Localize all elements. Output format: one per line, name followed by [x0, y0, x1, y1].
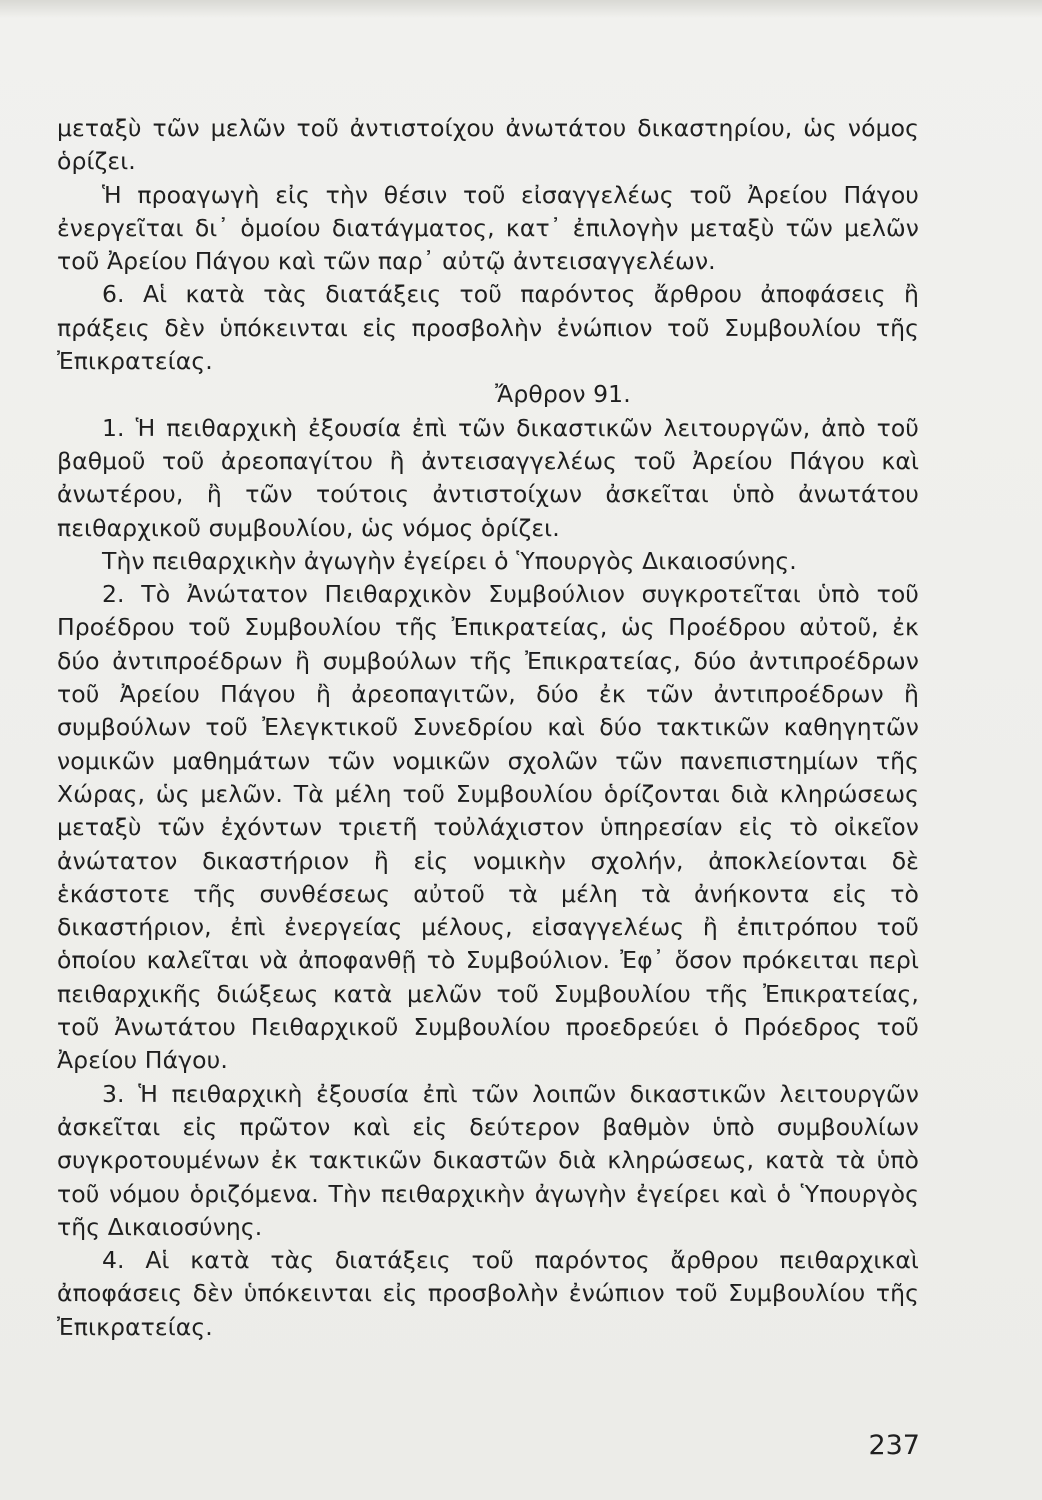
article-heading: Ἄρθρον 91.: [495, 380, 631, 409]
paragraph-6: 6. Αἱ κατὰ τὰς διατάξεις τοῦ παρόντος ἄρθρου ἀποφάσεις ἢ πράξεις δὲν ὑπόκεινται εἰς προσβολὴν ἐνώπιον τοῦ Συμβουλίου τῆς Ἐπικρατείας.: [57, 280, 919, 376]
body-text: [57, 112, 919, 1344]
paragraph-2: 2. Τὸ Ἀνώτατον Πειθαρχικὸν Συμβούλιον συγκροτεῖται ὑπὸ τοῦ Προέδρου τοῦ Συμβουλίου τῆς Ἐπικρατείας, ὡς Προέδρου αὐτοῦ, ἐκ δύο ἀντιπροέδρων ἢ συμβούλων τῆς Ἐπικρατείας, δύο ἀντιπροέδρων τοῦ Ἀρείου Πάγου ἢ ἀρεοπαγιτῶν, δύο ἐκ τῶν ἀντιπροέδρων ἢ συμβούλων τοῦ Ἐλεγκτικοῦ Συνεδρίου καὶ δύο τακτικῶν καθηγητῶν νομικῶν μαθημάτων τῶν νομικῶν σχολῶν τῶν πανεπιστημίων τῆς Χώρας, ὡς μελῶν. Τὰ μέλη τοῦ Συμβουλίου ὁρίζονται διὰ κληρώσεως μεταξὺ τῶν ἐχόντων τριετῆ τοὐλάχιστον ὑπηρεσίαν εἰς τὸ οἰκεῖον ἀνώτατον δικαστήριον ἢ εἰς νομικὴν σχολήν, ἀποκλείονται δὲ ἑκάστοτε τῆς συνθέσεως αὐτοῦ τὰ μέλη τὰ ἀνήκοντα εἰς τὸ δικαστήριον, ἐπὶ ἐνεργείας μέλους, εἰσαγγελέως ἢ ἐπιτρόπου τοῦ ὁποίου καλεῖται νὰ ἀποφανθῇ τὸ Συμβούλιον. Ἐφ᾽ ὅσον πρόκειται περὶ πειθαρχικῆς διώξεως κατὰ μελῶν τοῦ Συμβουλίου τῆς Ἐπικρατείας, τοῦ Ἀνωτάτου Πειθαρχικοῦ Συμβουλίου προεδρεύει ὁ Πρόεδρος τοῦ Ἀρείου Πάγου.: [57, 580, 919, 1075]
paragraph-disciplinary-action: Τὴν πειθαρχικὴν ἀγωγὴν ἐγείρει ὁ Ὑπουργὸς Δικαιοσύνης.: [102, 546, 797, 575]
page-edge-shadow: [0, 0, 1042, 18]
paragraph-promotion: Ἡ προαγωγὴ εἰς τὴν θέσιν τοῦ εἰσαγγελέως τοῦ Ἀρείου Πάγου ἐνεργεῖται δι᾽ ὁμοίου διατάγματος, κατ᾽ ἐπιλογὴν μεταξὺ τῶν μελῶν τοῦ Ἀρείου Πάγου καὶ τῶν παρ᾽ αὐτῷ ἀντεισαγγελέων.: [57, 180, 919, 276]
paragraph-3: 3. Ἡ πειθαρχικὴ ἐξουσία ἐπὶ τῶν λοιπῶν δικαστικῶν λειτουργῶν ἀσκεῖται εἰς πρῶτον καὶ εἰς δεύτερον βαθμὸν ὑπὸ συμβουλίων συγκροτουμένων ἐκ τακτικῶν δικαστῶν διὰ κληρώσεως, κατὰ τὰ ὑπὸ τοῦ νόμου ὁριζόμενα. Τὴν πειθαρχικὴν ἀγωγὴν ἐγείρει καὶ ὁ Ὑπουργὸς τῆς Δικαιοσύνης.: [57, 1079, 919, 1241]
paragraph-1: 1. Ἡ πειθαρχικὴ ἐξουσία ἐπὶ τῶν δικαστικῶν λειτουργῶν, ἀπὸ τοῦ βαθμοῦ τοῦ ἀρεοπαγίτου ἢ ἀντεισαγγελέως τοῦ Ἀρείου Πάγου καὶ ἀνωτέρου, ἢ τῶν τούτοις ἀντιστοίχων ἀσκεῖται ὑπὸ ἀνωτάτου πειθαρχικοῦ συμβουλίου, ὡς νόμος ὁρίζει.: [57, 413, 919, 542]
page-number: 237: [868, 1430, 920, 1461]
paragraph-4: 4. Αἱ κατὰ τὰς διατάξεις τοῦ παρόντος ἄρθρου πειθαρχικαὶ ἀποφάσεις δὲν ὑπόκεινται εἰς προσβολὴν ἐνώπιον τοῦ Συμβουλίου τῆς Ἐπικρατείας.: [57, 1246, 919, 1341]
paragraph-continuation: μεταξὺ τῶν μελῶν τοῦ ἀντιστοίχου ἀνωτάτου δικαστηρίου, ὡς νόμος ὁρίζει.: [57, 114, 919, 176]
